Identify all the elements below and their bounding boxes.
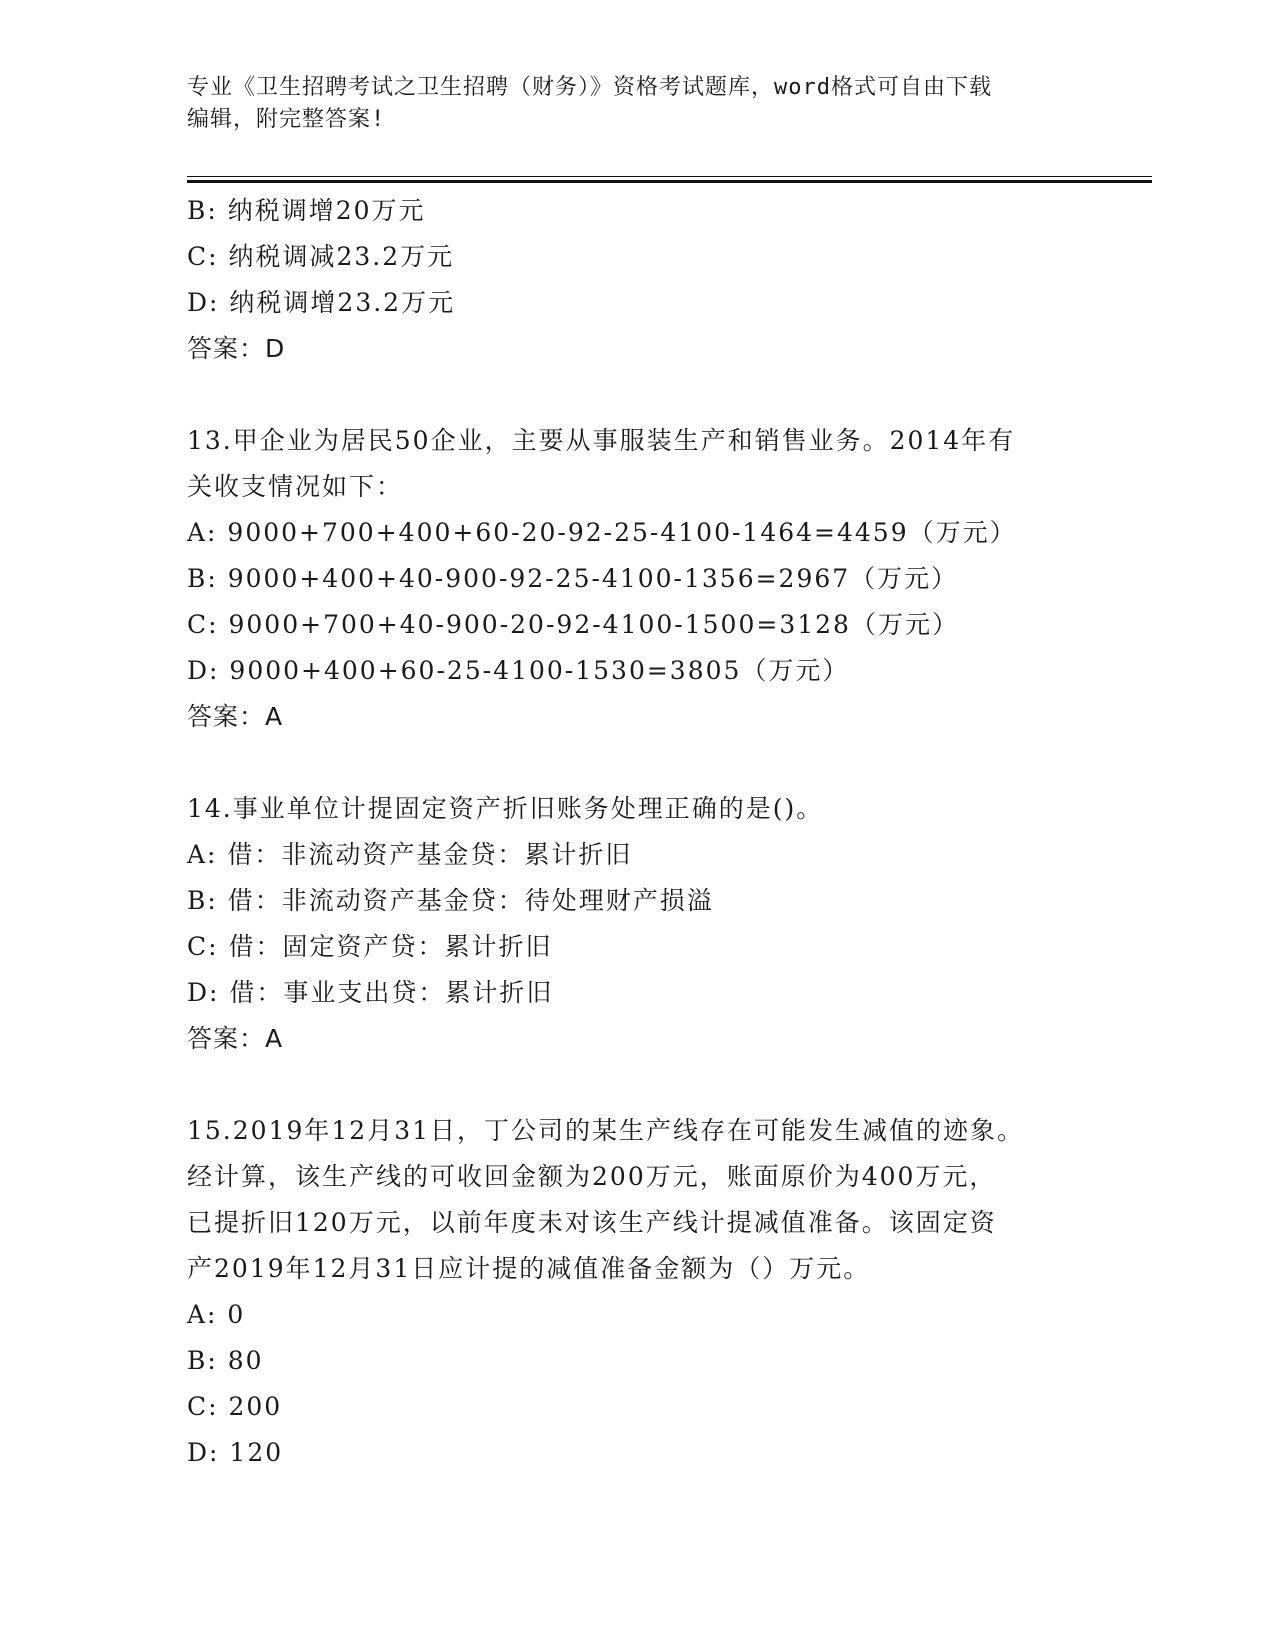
q12-option-c: C: 纳税调减23.2万元 [187,242,455,271]
q12-option-b: B: 纳税调增20万元 [187,196,426,225]
spacer [187,740,1087,786]
q15-option-b: B: 80 [187,1346,264,1375]
question-14 [187,786,1087,1062]
q15-option-c: C: 200 [187,1392,283,1421]
q14-option-d: D: 借：事业支出贷：累计折旧 [187,978,554,1007]
question-content [187,188,1087,1476]
header-line-1: 专业《卫生招聘考试之卫生招聘（财务）》资格考试题库，word格式可自由下载 [187,75,992,100]
header-line-2: 编辑，附完整答案! [187,107,386,132]
q13-stem-line-1: 13.甲企业为居民50企业，主要从事服装生产和销售业务。2014年有 [187,426,1016,455]
q12-answer: 答案：D [187,334,286,363]
question-13 [187,418,1087,740]
q14-answer: 答案：A [187,1024,284,1053]
q15-option-a: A: 0 [187,1300,246,1329]
q15-stem-line-4: 产2019年12月31日应计提的减值准备金额为（）万元。 [187,1254,871,1283]
q14-option-a: A: 借：非流动资产基金贷：累计折旧 [187,840,633,869]
q13-option-a: A: 9000+700+400+60-20-92-25-4100-1464=4459（万元） [187,518,1017,547]
spacer [187,372,1087,418]
spacer [187,1062,1087,1108]
q12-option-d: D: 纳税调增23.2万元 [187,288,456,317]
question-15 [187,1108,1087,1476]
q14-option-b: B: 借：非流动资产基金贷：待处理财产损溢 [187,886,714,915]
q13-option-c: C: 9000+700+40-900-20-92-4100-1500=3128（万元） [187,610,959,639]
header-divider-thin [187,176,1152,177]
q14-stem: 14.事业单位计提固定资产折旧账务处理正确的是()。 [187,794,824,823]
q15-stem-line-3: 已提折旧120万元，以前年度未对该生产线计提减值准备。该固定资 [187,1208,997,1237]
q13-answer: 答案：A [187,702,284,731]
q14-option-c: C: 借：固定资产贷：累计折旧 [187,932,553,961]
q13-option-b: B: 9000+400+40-900-92-25-4100-1356=2967（万元） [187,564,959,593]
q13-stem-line-2: 关收支情况如下： [187,472,404,501]
q15-stem-line-1: 15.2019年12月31日，丁公司的某生产线存在可能发生减值的迹象。 [187,1116,1025,1145]
question-12 [187,188,1087,372]
q15-stem-line-2: 经计算，该生产线的可收回金额为200万元，账面原价为400万元， [187,1162,997,1191]
q15-option-d: D: 120 [187,1438,284,1467]
document-header [187,72,1087,136]
q13-option-d: D: 9000+400+60-25-4100-1530=3805（万元） [187,656,850,685]
header-divider-thick [187,180,1152,183]
